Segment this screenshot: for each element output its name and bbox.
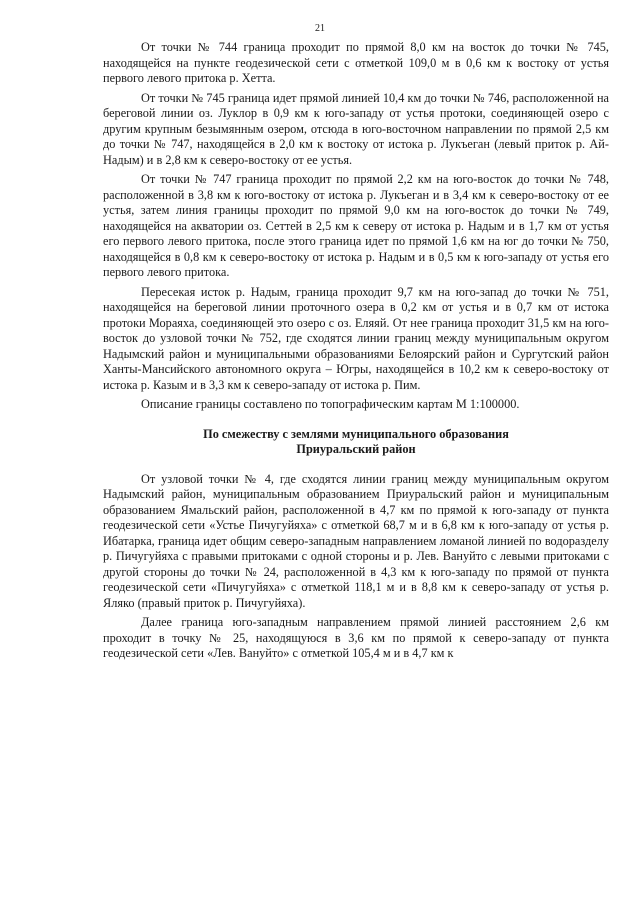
section-heading-line-1: По смежеству с землями муниципального образования <box>203 426 509 441</box>
paragraph-point-747: От точки № 747 граница проходит по прямой 2,2 км на юго-восток до точки № 748, расположенной в 3,8 км к юго-востоку от истока р. Лукъеган и в 3,4 км к северо-востоку от ее устья, затем линия границы проходит по прямой 9,0 км на юго-восток до точки № 749, находящейся на акватории оз. Сеттей в 2,5 км к северу от истока р. Надым и в 1,7 км от устья его первого левого притока, после этого граница идет по прямой 1,6 км на юг до точки № 750, находящейся в 0,8 км к северо-востоку от истока р. Надым и в 0,5 км к юго-западу от устья его первого левого притока. <box>103 172 609 279</box>
paragraph-point-25: Далее граница юго-западным направлением прямой линией расстоянием 2,6 км проходит в точку № 25, находящуюся в 3,6 км по прямой к северо-западу от пункта геодезической сети «Лев. Вануйто» с отметкой 105,4 м и в 4,7 км к <box>103 615 609 660</box>
section-heading <box>103 427 609 458</box>
document-body <box>103 40 609 666</box>
paragraph-point-4: От узловой точки № 4, где сходятся линии границ между муниципальным округом Надымский район, муниципальным образованием Приуральский район и муниципальным образованием Ямальский район, расположенной в 4,7 км по прямой к юго-западу от пункта геодезической сети «Устье Пичугуйяха» с отметкой 68,7 м и в 6,8 км к юго-западу от устья р. Ибатарка, граница идет общим северо-западным направлением ломаной линией по водоразделу р. Пичугуйяха с правыми притоками с одной стороны и р. Лев. Вануйто с левыми притоками с другой стороны до точки № 24, расположенной в 4,3 км к юго-западу по прямой от пункта геодезической сети «Пичугуйяха» с отметкой 118,1 м и в 8,8 км к северо-западу от устья р. Яляко (правый приток р. Пичугуйяха). <box>103 471 609 610</box>
paragraph-point-745: От точки № 745 граница идет прямой линией 10,4 км до точки № 746, расположенной на береговой линии оз. Луклор в 0,9 км к юго-западу от устья протоки, соединяющей озеро с другим крупным безымянным озером, отсюда в юго-восточном направлении по прямой 2,5 км до точки № 747, находящейся в 2,0 км к востоку от истока р. Лукъеган (левый приток р. Ай-Надым) и в 2,8 км к северо-востоку от ее устья. <box>103 90 609 167</box>
paragraph-nadym-source: Пересекая исток р. Надым, граница проходит 9,7 км на юго-запад до точки № 751, находящейся на береговой линии проточного озера в 0,2 км от устья и в 0,7 км от истока протоки Мораяха, соединяющей это озеро с оз. Еляяй. От нее граница проходит 31,5 км на юго-восток до узловой точки № 752, где сходятся линии границ между муниципальным округом Надымский район и муниципальными образованиями Белоярский район и Сургутский район Ханты-Мансийского автономного округа – Югры, находящейся в 10,2 км к северо-востоку от истока р. Казым и в 3,3 км к северо-западу от истока р. Пим. <box>103 284 609 392</box>
page-number: 21 <box>315 23 325 34</box>
paragraph-point-744: От точки № 744 граница проходит по прямой 8,0 км на восток до точки № 745, находящейся на пункте геодезической сети с отметкой 109,0 м в 0,6 км к востоку от устья первого левого притока р. Хетта. <box>103 40 609 85</box>
paragraph-map-note: Описание границы составлено по топографическим картам М 1:100000. <box>141 397 520 411</box>
section-heading-line-2: Приуральский район <box>296 442 416 456</box>
